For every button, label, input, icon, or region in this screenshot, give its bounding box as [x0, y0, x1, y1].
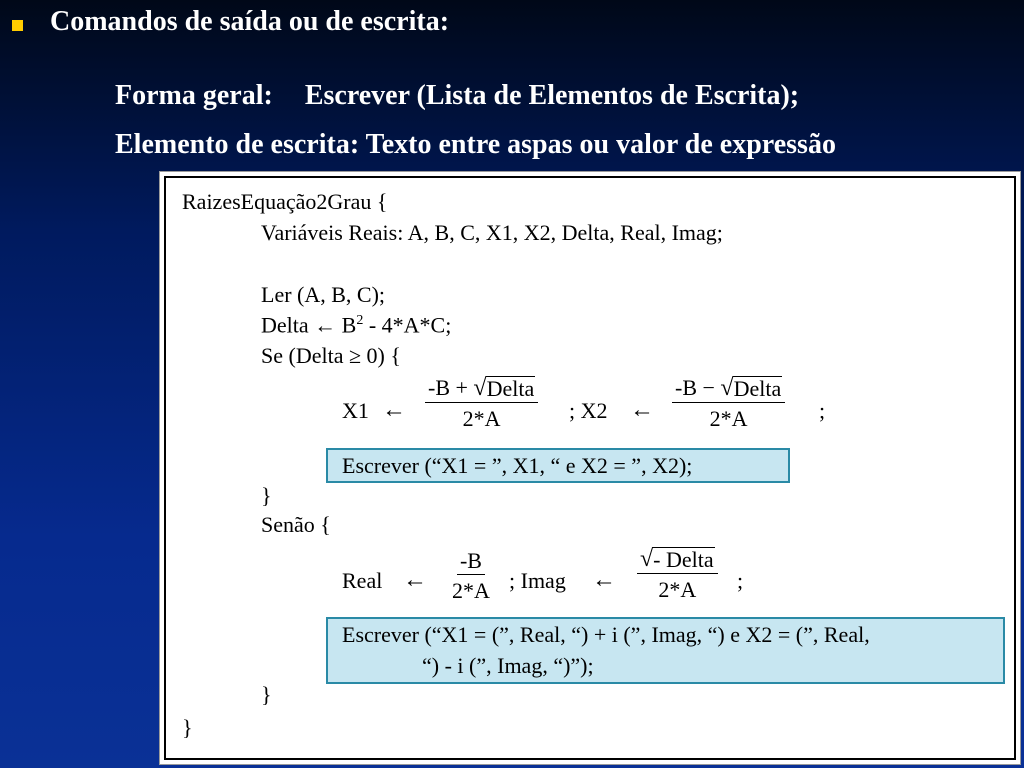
code-if: Se (Delta ≥ 0) {: [261, 343, 401, 368]
delta-left: Delta ← B: [261, 312, 357, 338]
sqrt-icon: √: [640, 546, 654, 573]
delta-right: - 4*A*C;: [363, 312, 452, 338]
sqrt-icon: √: [473, 375, 487, 402]
write-statement-2-line-1: Escrever (“X1 = (”, Real, “) + i (”, Imag, “) e X2 = (”, Real,: [342, 622, 870, 647]
code-declarations: Variáveis Reais: A, B, C, X1, X2, Delta, Real, Imag;: [261, 220, 723, 245]
general-form-value: Escrever (Lista de Elementos de Escrita);: [304, 80, 800, 111]
x1-fraction: [425, 376, 538, 430]
imag-denominator: 2*A: [658, 577, 697, 603]
imag-label: ; Imag: [509, 568, 566, 593]
real-label: Real: [342, 568, 383, 593]
write-statement-1-text: Escrever (“X1 = ”, X1, “ e X2 = ”, X2);: [342, 453, 693, 478]
imag-semicolon: ;: [737, 568, 744, 593]
code-header: RaizesEquação2Grau {: [182, 189, 388, 214]
imag-fraction: [637, 547, 718, 601]
write-statement-2: [326, 617, 1005, 684]
slide-heading: Comandos de saída ou de escrita:: [50, 6, 450, 37]
x2-num-prefix: -B −: [675, 375, 721, 401]
sqrt-icon: √: [720, 375, 734, 402]
general-form-line: [115, 80, 799, 112]
x2-semicolon: ;: [819, 398, 826, 423]
x1-radicand: Delta: [486, 376, 535, 401]
real-denominator: 2*A: [452, 578, 490, 604]
bullet-square-icon: [12, 20, 23, 31]
code-close-else: }: [261, 682, 272, 707]
general-form-label: Forma geral:: [115, 80, 273, 111]
x2-fraction: [672, 376, 785, 430]
code-delta: [261, 314, 451, 336]
x2-label: ; X2: [569, 398, 608, 423]
x2-radicand: Delta: [733, 376, 782, 401]
delta-exponent: 2: [356, 313, 364, 328]
code-close-main: }: [182, 715, 193, 740]
assign-arrow: ←: [592, 567, 616, 593]
x1-denominator: 2*A: [462, 406, 501, 432]
x1-label: X1: [342, 398, 369, 423]
x2-denominator: 2*A: [709, 406, 748, 432]
write-statement-1: [326, 448, 790, 483]
assign-arrow: ←: [403, 567, 427, 593]
x1-num-prefix: -B +: [428, 375, 474, 401]
write-element-line: Elemento de escrita: Texto entre aspas ou valor de expressão: [115, 129, 836, 160]
code-read: Ler (A, B, C);: [261, 282, 386, 307]
code-else: Senão {: [261, 512, 331, 537]
code-close-if: }: [261, 483, 272, 508]
assign-arrow: ←: [630, 397, 654, 423]
assign-arrow: ←: [382, 397, 406, 423]
real-fraction: [452, 549, 490, 602]
real-numerator: -B: [457, 549, 485, 575]
imag-radicand: - Delta: [653, 547, 714, 572]
code-figure: [159, 171, 1021, 765]
write-statement-2-line-2: “) - i (”, Imag, “)”);: [422, 653, 594, 678]
